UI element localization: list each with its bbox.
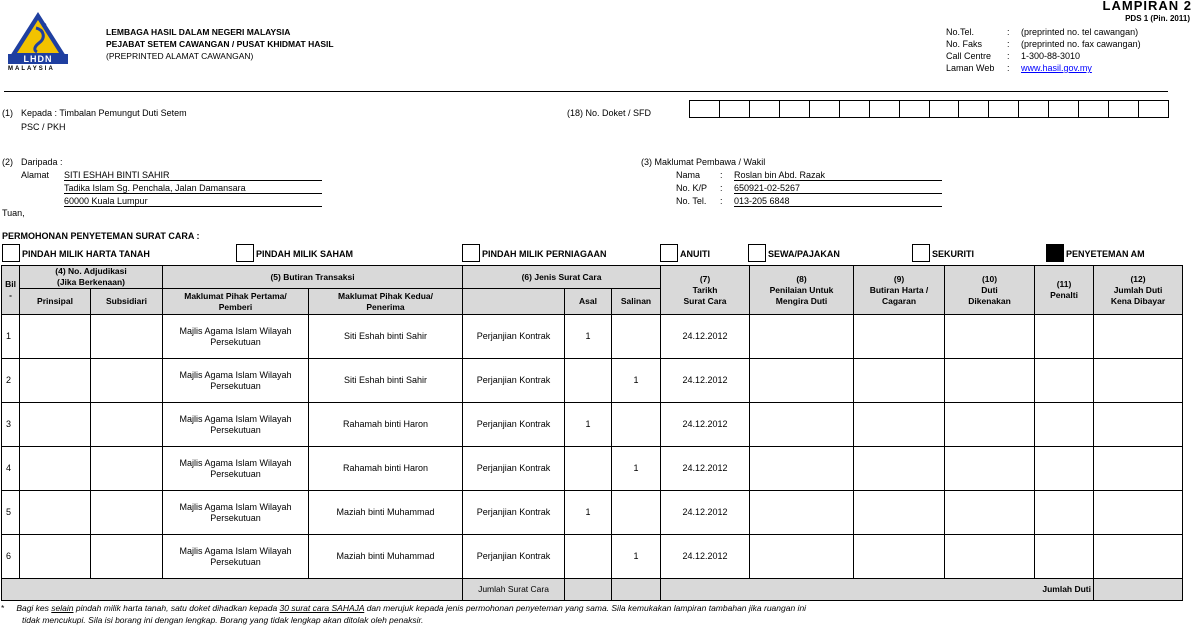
row-penilaian-cell [750,535,854,579]
col-salinan-header: Salinan [612,289,661,315]
table-row [2,491,1183,535]
row-penalti-cell [1035,359,1094,403]
row-pihak-kedua-cell: Siti Eshah binti Sahir [309,359,463,403]
permohonan-title: PERMOHONAN PENYETEMAN SURAT CARA : [2,231,200,241]
row-jenis-cell: Perjanjian Kontrak [463,359,565,403]
row-jenis-cell: Perjanjian Kontrak [463,403,565,447]
row-penalti-cell [1035,491,1094,535]
row-pihak-pertama-cell: Majlis Agama Islam Wilayah Persekutuan [163,491,309,535]
pembawa-sep: : [720,183,723,193]
row-tarikh-cell: 24.12.2012 [661,359,750,403]
row-butiran-harta-cell [854,403,945,447]
alamat-label: Alamat [21,170,50,180]
doket-label: (18) No. Doket / SFD [567,108,652,118]
row-penilaian-cell [750,447,854,491]
row-jumlah-duti-cell [1094,403,1183,447]
col-jenis-blank-header [463,289,565,315]
col-penilaian-header: (8) Penilaian Untuk Mengira Duti [750,266,854,315]
row-subsidiari-cell [91,447,163,491]
checkbox-label: PINDAH MILIK PERNIAGAAN [482,249,607,259]
row-butiran-harta-cell [854,315,945,359]
row-subsidiari-cell [91,403,163,447]
row-asal-cell: 1 [565,491,612,535]
col-jenis-header: (6) Jenis Surat Cara [463,266,661,289]
row-jenis-cell: Perjanjian Kontrak [463,535,565,579]
row-bil-cell: 2 [2,359,20,403]
doket-digit-box[interactable] [929,100,960,118]
row-tarikh-cell: 24.12.2012 [661,403,750,447]
row-penalti-cell [1035,447,1094,491]
row-pihak-pertama-cell: Majlis Agama Islam Wilayah Persekutuan [163,359,309,403]
col-prinsipal-header: Prinsipal [20,289,91,315]
doket-digit-box[interactable] [958,100,989,118]
jumlah-surat-cara-label: Jumlah Surat Cara [463,579,565,601]
contact-tel-value: (preprinted no. tel cawangan) [1021,27,1139,37]
row-pihak-kedua-cell: Rahamah binti Haron [309,403,463,447]
col-pihak-pertama-header: Maklumat Pihak Pertama/ Pemberi [163,289,309,315]
col-tarikh-header: (7) Tarikh Surat Cara [661,266,750,315]
row-subsidiari-cell [91,535,163,579]
checkbox-label: ANUITI [680,249,710,259]
doket-digit-box[interactable] [809,100,840,118]
row-prinsipal-cell [20,315,91,359]
surat-cara-table [1,265,1183,601]
row-salinan-cell: 1 [612,447,661,491]
pembawa-kp-value: 650921-02-5267 [734,183,942,194]
alamat-line-1: SITI ESHAH BINTI SAHIR [64,170,322,181]
doket-digit-box[interactable] [839,100,870,118]
row-penalti-cell [1035,403,1094,447]
row-jumlah-duti-cell [1094,315,1183,359]
footnote-emphasis: selain [51,603,74,613]
row-jenis-cell: Perjanjian Kontrak [463,491,565,535]
jumlah-asal-cell [565,579,612,601]
salutation: Tuan, [2,208,25,218]
doket-digit-box[interactable] [1138,100,1169,118]
row-pihak-kedua-cell: Maziah binti Muhammad [309,491,463,535]
row-salinan-cell: 1 [612,359,661,403]
row-bil-cell: 5 [2,491,20,535]
col-butiran-transaksi-header: (5) Butiran Transaksi [163,266,463,289]
kepada-number: (1) [2,108,13,118]
col-bil-header: Bil - [2,266,20,315]
row-tarikh-cell: 24.12.2012 [661,315,750,359]
alamat-line-3: 60000 Kuala Lumpur [64,196,322,207]
row-prinsipal-cell [20,491,91,535]
row-pihak-pertama-cell: Majlis Agama Islam Wilayah Persekutuan [163,403,309,447]
website-link[interactable]: www.hasil.gov.my [1021,63,1092,73]
doket-digit-box[interactable] [988,100,1019,118]
checkbox-label: PINDAH MILIK HARTA TANAH [22,249,150,259]
contact-fax-value: (preprinted no. fax cawangan) [1021,39,1141,49]
contact-tel-label: No.Tel. [946,27,975,37]
contact-sep: : [1007,27,1010,37]
checkbox-pindah-milik-harta-tanah[interactable] [2,244,20,262]
row-duti-cell [945,491,1035,535]
jumlah-duti-value [1094,579,1183,601]
pembawa-title: (3) Maklumat Pembawa / Wakil [641,157,766,167]
kepada-line2: PSC / PKH [21,122,66,132]
table-row [2,535,1183,579]
row-penilaian-cell [750,403,854,447]
row-bil-cell: 1 [2,315,20,359]
row-jenis-cell: Perjanjian Kontrak [463,447,565,491]
row-duti-cell [945,535,1035,579]
footnote [1,602,806,626]
row-pihak-kedua-cell: Maziah binti Muhammad [309,535,463,579]
jumlah-duti-label: Jumlah Duti [661,579,1094,601]
row-salinan-cell [612,491,661,535]
doket-digit-box[interactable] [719,100,750,118]
table-row [2,359,1183,403]
header-divider [4,91,1168,92]
org-name: LEMBAGA HASIL DALAM NEGERI MALAYSIA [106,27,291,37]
row-salinan-cell [612,315,661,359]
doket-digit-box[interactable] [1108,100,1139,118]
row-bil-cell: 6 [2,535,20,579]
row-penilaian-cell [750,491,854,535]
col-penalti-header: (11) Penalti [1035,266,1094,315]
contact-web-label: Laman Web [946,63,995,73]
pembawa-sep: : [720,196,723,206]
footnote-line2: tidak mencukupi. Sila isi borang ini dengan lengkap. Borang yang tidak lengkap akan ditolak oleh penaksir. [22,615,424,625]
footnote-star: * [1,603,5,613]
pembawa-tel-value: 013-205 6848 [734,196,942,207]
table-row [2,315,1183,359]
row-butiran-harta-cell [854,447,945,491]
row-prinsipal-cell [20,403,91,447]
form-code: PDS 1 (Pin. 2011) [1125,14,1190,23]
kepada-line1: Kepada : Timbalan Pemungut Duti Setem [21,108,187,118]
doket-digit-box[interactable] [1048,100,1079,118]
checkbox-label: PINDAH MILIK SAHAM [256,249,353,259]
row-butiran-harta-cell [854,359,945,403]
doket-digit-box[interactable] [779,100,810,118]
row-prinsipal-cell [20,359,91,403]
logo-subtext: MALAYSIA [8,66,55,72]
row-jumlah-duti-cell [1094,359,1183,403]
checkbox-sewa-pajakan[interactable] [748,244,766,262]
col-jumlah-duti-header: (12) Jumlah Duti Kena Dibayar [1094,266,1183,315]
org-office: PEJABAT SETEM CAWANGAN / PUSAT KHIDMAT HASIL [106,39,334,49]
checkbox-label: SEKURITI [932,249,975,259]
contact-callcentre-value: 1-300-88-3010 [1021,51,1081,61]
row-bil-cell: 4 [2,447,20,491]
footnote-text: pindah milik harta tanah, satu doket dihadkan kepada [73,603,280,613]
doket-digit-box[interactable] [1078,100,1109,118]
col-butiran-harta-header: (9) Butiran Harta / Cagaran [854,266,945,315]
row-bil-cell: 3 [2,403,20,447]
row-duti-cell [945,315,1035,359]
jumlah-salinan-cell [612,579,661,601]
pembawa-tel-label: No. Tel. [676,196,707,206]
checkbox-anuiti[interactable] [660,244,678,262]
footnote-text: dan merujuk kepada jenis permohonan penyeteman yang sama. Sila kemukakan lampiran tambahan jika ruangan ini [364,603,807,613]
row-salinan-cell [612,403,661,447]
col-adjudikasi-header: (4) No. Adjudikasi (Jika Berkenaan) [20,266,163,289]
row-tarikh-cell: 24.12.2012 [661,535,750,579]
row-tarikh-cell: 24.12.2012 [661,447,750,491]
footnote-text: Bagi kes [16,603,52,613]
table-row [2,403,1183,447]
org-address: (PREPRINTED ALAMAT CAWANGAN) [106,51,254,61]
row-pihak-pertama-cell: Majlis Agama Islam Wilayah Persekutuan [163,447,309,491]
row-salinan-cell: 1 [612,535,661,579]
row-prinsipal-cell [20,447,91,491]
row-asal-cell [565,359,612,403]
row-jumlah-duti-cell [1094,447,1183,491]
col-duti-header: (10) Duti Dikenakan [945,266,1035,315]
row-asal-cell: 1 [565,403,612,447]
doket-digit-box[interactable] [689,100,720,118]
checkbox-pindah-milik-perniagaan[interactable] [462,244,480,262]
row-duti-cell [945,403,1035,447]
contact-sep: : [1007,63,1010,73]
table-footer-row [2,579,1183,601]
daripada-label: Daripada : [21,157,63,167]
row-subsidiari-cell [91,491,163,535]
row-butiran-harta-cell [854,491,945,535]
row-prinsipal-cell [20,535,91,579]
row-penalti-cell [1035,315,1094,359]
col-asal-header: Asal [565,289,612,315]
row-subsidiari-cell [91,315,163,359]
doket-digit-box[interactable] [749,100,780,118]
row-penilaian-cell [750,359,854,403]
pembawa-sep: : [720,170,723,180]
row-duti-cell [945,359,1035,403]
row-jumlah-duti-cell [1094,535,1183,579]
col-pihak-kedua-header: Maklumat Pihak Kedua/ Penerima [309,289,463,315]
checkbox-sekuriti[interactable] [912,244,930,262]
row-jenis-cell: Perjanjian Kontrak [463,315,565,359]
lhdn-logo [6,10,88,76]
lampiran-label: LAMPIRAN 2 [1102,0,1192,13]
row-pihak-pertama-cell: Majlis Agama Islam Wilayah Persekutuan [163,315,309,359]
row-jumlah-duti-cell [1094,491,1183,535]
checkbox-label: PENYETEMAN AM [1066,249,1145,259]
col-subsidiari-header: Subsidiari [91,289,163,315]
row-tarikh-cell: 24.12.2012 [661,491,750,535]
row-pihak-pertama-cell: Majlis Agama Islam Wilayah Persekutuan [163,535,309,579]
row-asal-cell [565,447,612,491]
pembawa-kp-label: No. K/P [676,183,708,193]
contact-sep: : [1007,51,1010,61]
row-pihak-kedua-cell: Rahamah binti Haron [309,447,463,491]
footer-blank [2,579,463,601]
contact-sep: : [1007,39,1010,49]
pembawa-nama-value: Roslan bin Abd. Razak [734,170,942,181]
daripada-number: (2) [2,157,13,167]
row-butiran-harta-cell [854,535,945,579]
contact-callcentre-label: Call Centre [946,51,992,61]
checkbox-label: SEWA/PAJAKAN [768,249,840,259]
checkbox-penyeteman-am[interactable] [1046,244,1064,262]
logo-text: LHDN [8,54,68,64]
doket-digit-box[interactable] [1018,100,1049,118]
contact-fax-label: No. Faks [946,39,983,49]
doket-digit-box[interactable] [869,100,900,118]
row-subsidiari-cell [91,359,163,403]
footnote-emphasis: 30 surat cara SAHAJA [279,603,365,613]
row-asal-cell [565,535,612,579]
pembawa-nama-label: Nama [676,170,701,180]
table-row [2,447,1183,491]
checkbox-pindah-milik-saham[interactable] [236,244,254,262]
row-penalti-cell [1035,535,1094,579]
row-duti-cell [945,447,1035,491]
row-asal-cell: 1 [565,315,612,359]
doket-digit-box[interactable] [899,100,930,118]
row-penilaian-cell [750,315,854,359]
alamat-line-2: Tadika Islam Sg. Penchala, Jalan Damansara [64,183,322,194]
row-pihak-kedua-cell: Siti Eshah binti Sahir [309,315,463,359]
